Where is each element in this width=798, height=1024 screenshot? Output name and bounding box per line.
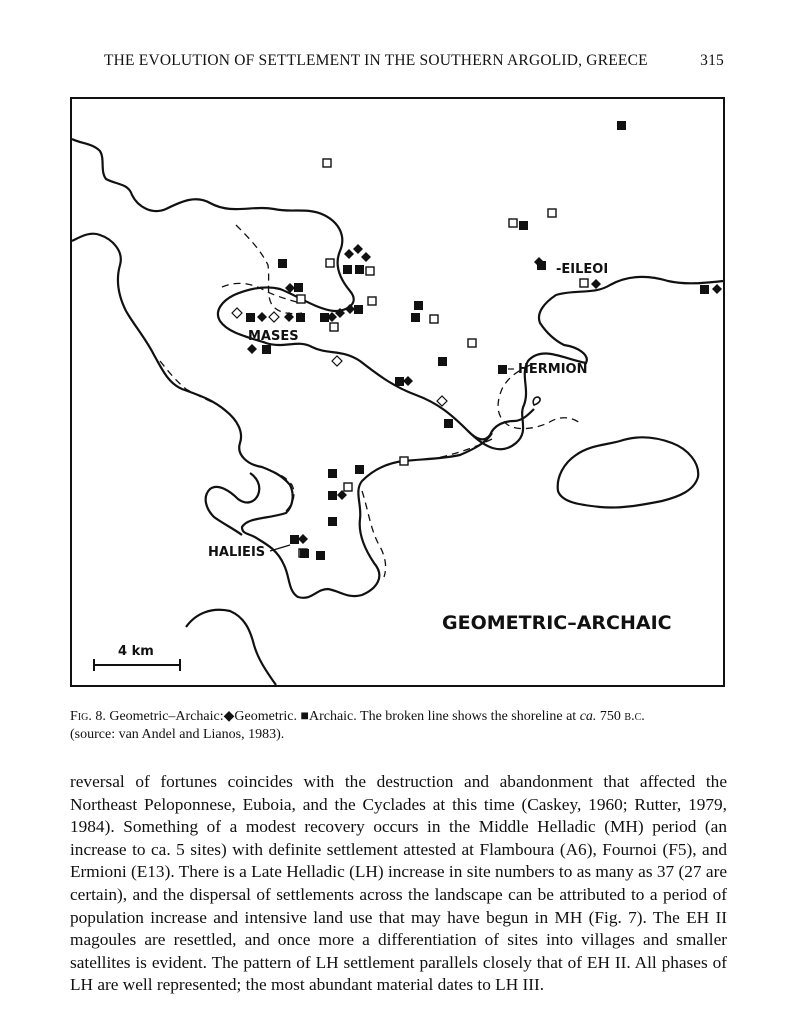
site-archaic	[246, 313, 255, 322]
caption-text: The broken line shows the shoreline at	[360, 709, 577, 724]
label-eileoi: -EILEOI	[556, 262, 609, 277]
site-open-diamond	[437, 396, 447, 406]
scale-label: 4 km	[118, 644, 154, 659]
site-archaic	[444, 419, 453, 428]
site-archaic	[343, 265, 352, 274]
site-open-square	[323, 159, 331, 167]
label-halieis: HALIEIS	[208, 545, 266, 560]
label-mases: MASES	[248, 329, 299, 344]
figure-caption	[70, 708, 730, 744]
site-archaic	[355, 465, 364, 474]
site-geometric	[257, 312, 267, 322]
site-archaic	[328, 517, 337, 526]
site-open-square	[430, 315, 438, 323]
map-title: GEOMETRIC–ARCHAIC	[442, 612, 672, 634]
site-open-diamond	[332, 356, 342, 366]
site-archaic	[328, 491, 337, 500]
coastline-island	[558, 437, 699, 507]
site-open-diamond	[269, 312, 279, 322]
site-open-square	[326, 259, 334, 267]
site-archaic	[316, 551, 325, 560]
site-archaic	[395, 377, 404, 386]
site-open-square	[297, 295, 305, 303]
site-archaic	[438, 357, 447, 366]
site-archaic	[355, 265, 364, 274]
site-geometric	[344, 249, 354, 259]
site-geometric	[298, 534, 308, 544]
geometric-sites	[247, 244, 722, 544]
islet	[533, 397, 540, 405]
site-open-square	[344, 483, 352, 491]
running-header	[104, 52, 724, 70]
coastline-southwest	[186, 610, 276, 685]
site-geometric	[591, 279, 601, 289]
caption-date: 750	[599, 709, 621, 724]
geometric-diamond-icon: ◆	[223, 709, 235, 724]
figure-8-map	[70, 97, 725, 687]
coastline-halieis-cape	[206, 473, 260, 535]
site-archaic	[294, 283, 303, 292]
site-open-square	[580, 279, 588, 287]
site-open-square	[548, 209, 556, 217]
site-archaic	[296, 313, 305, 322]
map-svg	[72, 99, 723, 685]
site-open-square	[366, 267, 374, 275]
site-open-square	[368, 297, 376, 305]
caption-geometric: Geometric.	[234, 709, 297, 724]
site-archaic	[411, 313, 420, 322]
site-geometric	[345, 304, 355, 314]
fig-label: Fig. 8.	[70, 709, 106, 724]
site-archaic	[290, 535, 299, 544]
scale-bar	[94, 659, 180, 671]
running-title: THE EVOLUTION OF SETTLEMENT IN THE SOUTHERN ARGOLID, GREECE	[104, 52, 648, 69]
site-geometric	[712, 284, 722, 294]
site-geometric	[361, 252, 371, 262]
site-geometric	[247, 344, 257, 354]
site-archaic	[617, 121, 626, 130]
site-open-square	[509, 219, 517, 227]
site-open-square	[330, 323, 338, 331]
label-hermion: HERMION	[518, 362, 588, 377]
archaic-square-icon: ■	[300, 709, 309, 724]
site-archaic	[300, 549, 309, 558]
caption-title: Geometric–Archaic:	[109, 709, 224, 724]
coastline-mainland	[72, 139, 723, 449]
coastline-south	[72, 234, 492, 598]
site-archaic	[414, 301, 423, 310]
page-number: 315	[700, 52, 724, 69]
site-geometric	[353, 244, 363, 254]
caption-ca: ca.	[579, 709, 597, 724]
body-paragraph: reversal of fortunes coincides with the destruction and abandonment that affected the Northeast Peloponnese, Euboia, and the Cyclades at this time (Caskey, 1960; Rutter, 1979, 1984). Something of a modest recovery occurs in the Middle Helladic (MH) period (an increase to ca. 5 sites) with definite settlement attested at Flamboura (A6), Fournoi (F5), and Ermioni (E13). There is a Late Helladic (LH) increase in site numbers to as many as 37 (27 are certain), and the dispersal of settlements across the landscape can be attributed to a period of population increase and intensive land use that may have begun in MH (Fig. 7). The EH II magoules are resettled, and once more a differentiation of sites into villages and smaller satellites is evident. The pattern of LH settlement parallels closely that of EH II. All phases of LH are well represented; the most abundant material dates to LH III.	[70, 772, 727, 995]
site-archaic	[700, 285, 709, 294]
caption-archaic: Archaic.	[308, 709, 357, 724]
caption-bc: b.c.	[624, 709, 645, 724]
coastline-hermion-point	[468, 409, 534, 439]
site-archaic	[262, 345, 271, 354]
site-archaic	[278, 259, 287, 268]
site-open-diamond	[232, 308, 242, 318]
body-text	[70, 771, 727, 997]
site-archaic	[328, 469, 337, 478]
site-archaic	[498, 365, 507, 374]
caption-source: (source: van Andel and Lianos, 1983).	[70, 727, 285, 742]
site-open-square	[400, 457, 408, 465]
site-archaic	[519, 221, 528, 230]
site-open-square	[468, 339, 476, 347]
site-geometric	[403, 376, 413, 386]
site-archaic	[354, 305, 363, 314]
